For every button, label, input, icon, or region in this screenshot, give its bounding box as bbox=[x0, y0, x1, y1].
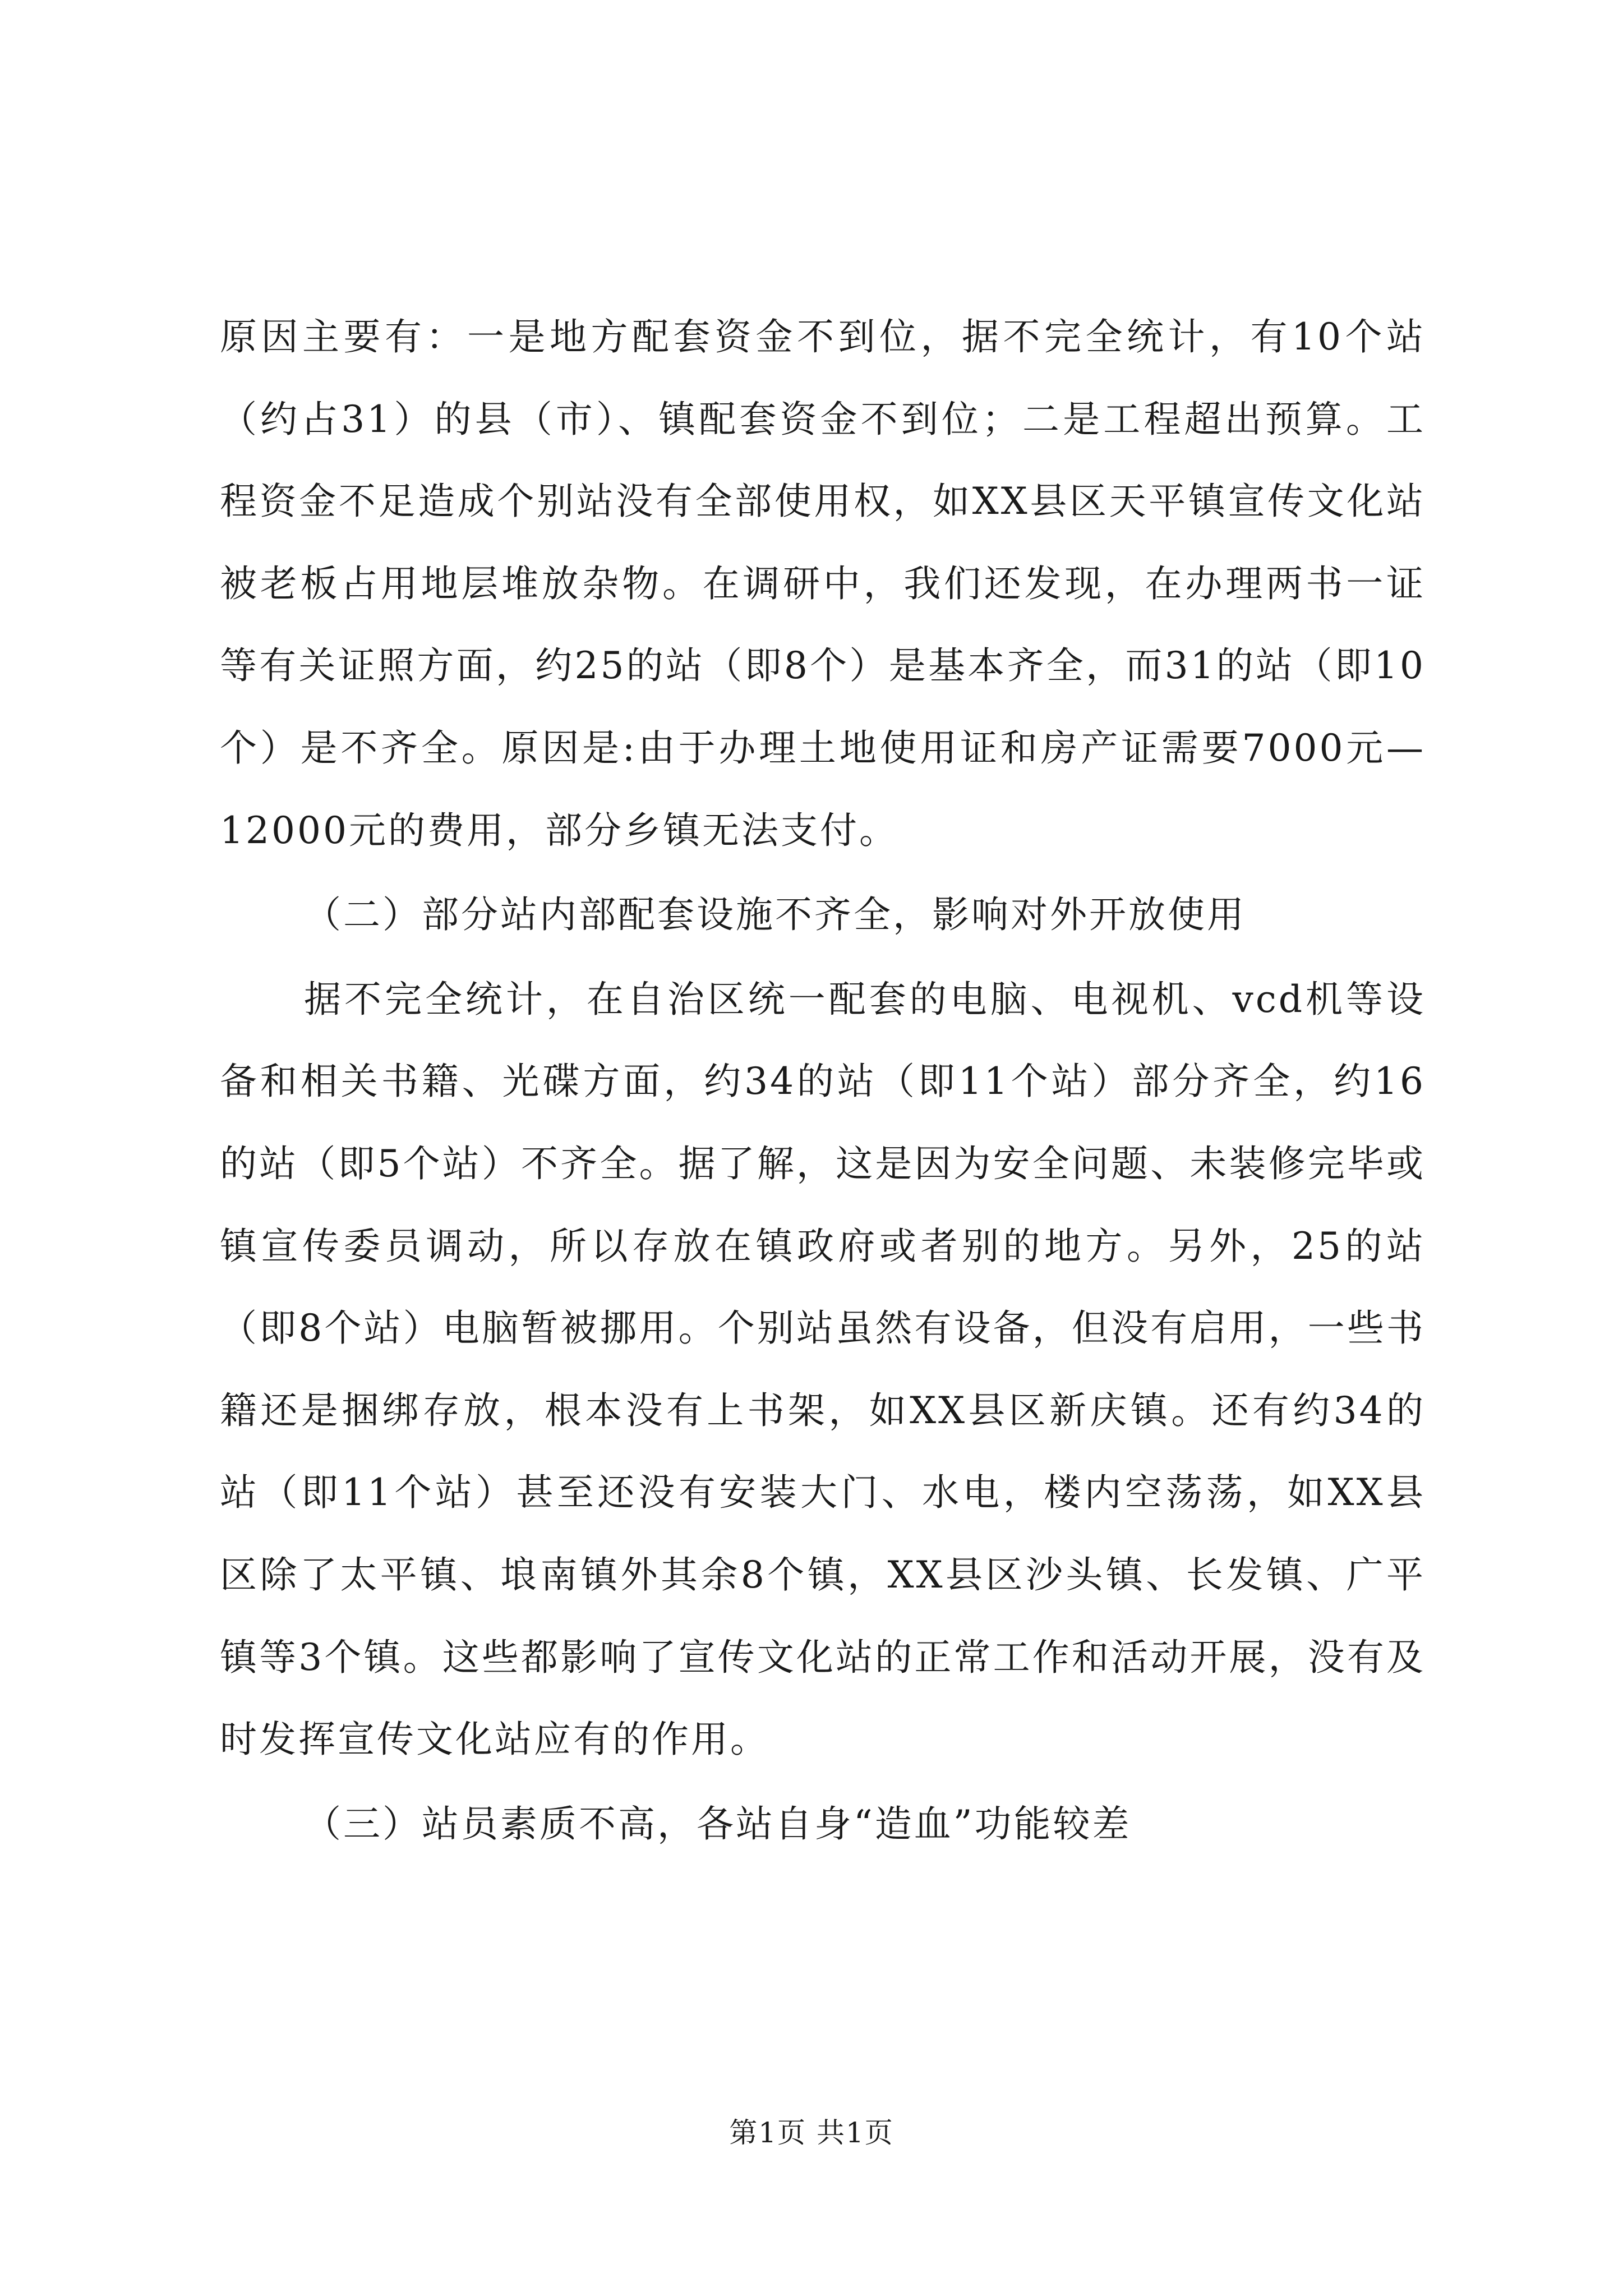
section-heading-3: （三）站员素质不高，各站自身“造血”功能较差 bbox=[304, 1802, 1132, 1846]
section-heading-2: （二）部分站内部配套设施不齐全，影响对外开放使用 bbox=[304, 893, 1246, 937]
document-body bbox=[220, 296, 1426, 1867]
page-footer: 第1页 共1页 bbox=[729, 2116, 894, 2149]
paragraph-continuation: 原因主要有：一是地方配套资金不到位，据不完全统计，有10个站（约占31）的县（市）、镇配套资金不到位；二是工程超出预算。工程资金不足造成个别站没有全部使用权，如XX县区天平镇宣传文化站被老板占用地层堆放杂物。在调研中，我们还发现，在办理两书一证等有关证照方面，约25的站（即8个）是基本齐全，而31的站（即10个）是不齐全。原因是:由于办理土地使用证和房产证需要7000元—12000元的费用，部分乡镇无法支付。 bbox=[220, 315, 1426, 852]
paragraph-body: 据不完全统计，在自治区统一配套的电脑、电视机、vcd机等设备和相关书籍、光碟方面，约34的站（即11个站）部分齐全，约16的站（即5个站）不齐全。据了解，这是因为安全问题、未装修完毕或镇宣传委员调动，所以存放在镇政府或者别的地方。另外，25的站（即8个站）电脑暂被挪用。个别站虽然有设备，但没有启用，一些书籍还是捆绑存放，根本没有上书架，如XX县区新庆镇。还有约34的站（即11个站）甚至还没有安装大门、水电，楼内空荡荡，如XX县区除了太平镇、埌南镇外其余8个镇，XX县区沙头镇、长发镇、广平镇等3个镇。这些都影响了宣传文化站的正常工作和活动开展，没有及时发挥宣传文化站应有的作用。 bbox=[220, 977, 1426, 1761]
